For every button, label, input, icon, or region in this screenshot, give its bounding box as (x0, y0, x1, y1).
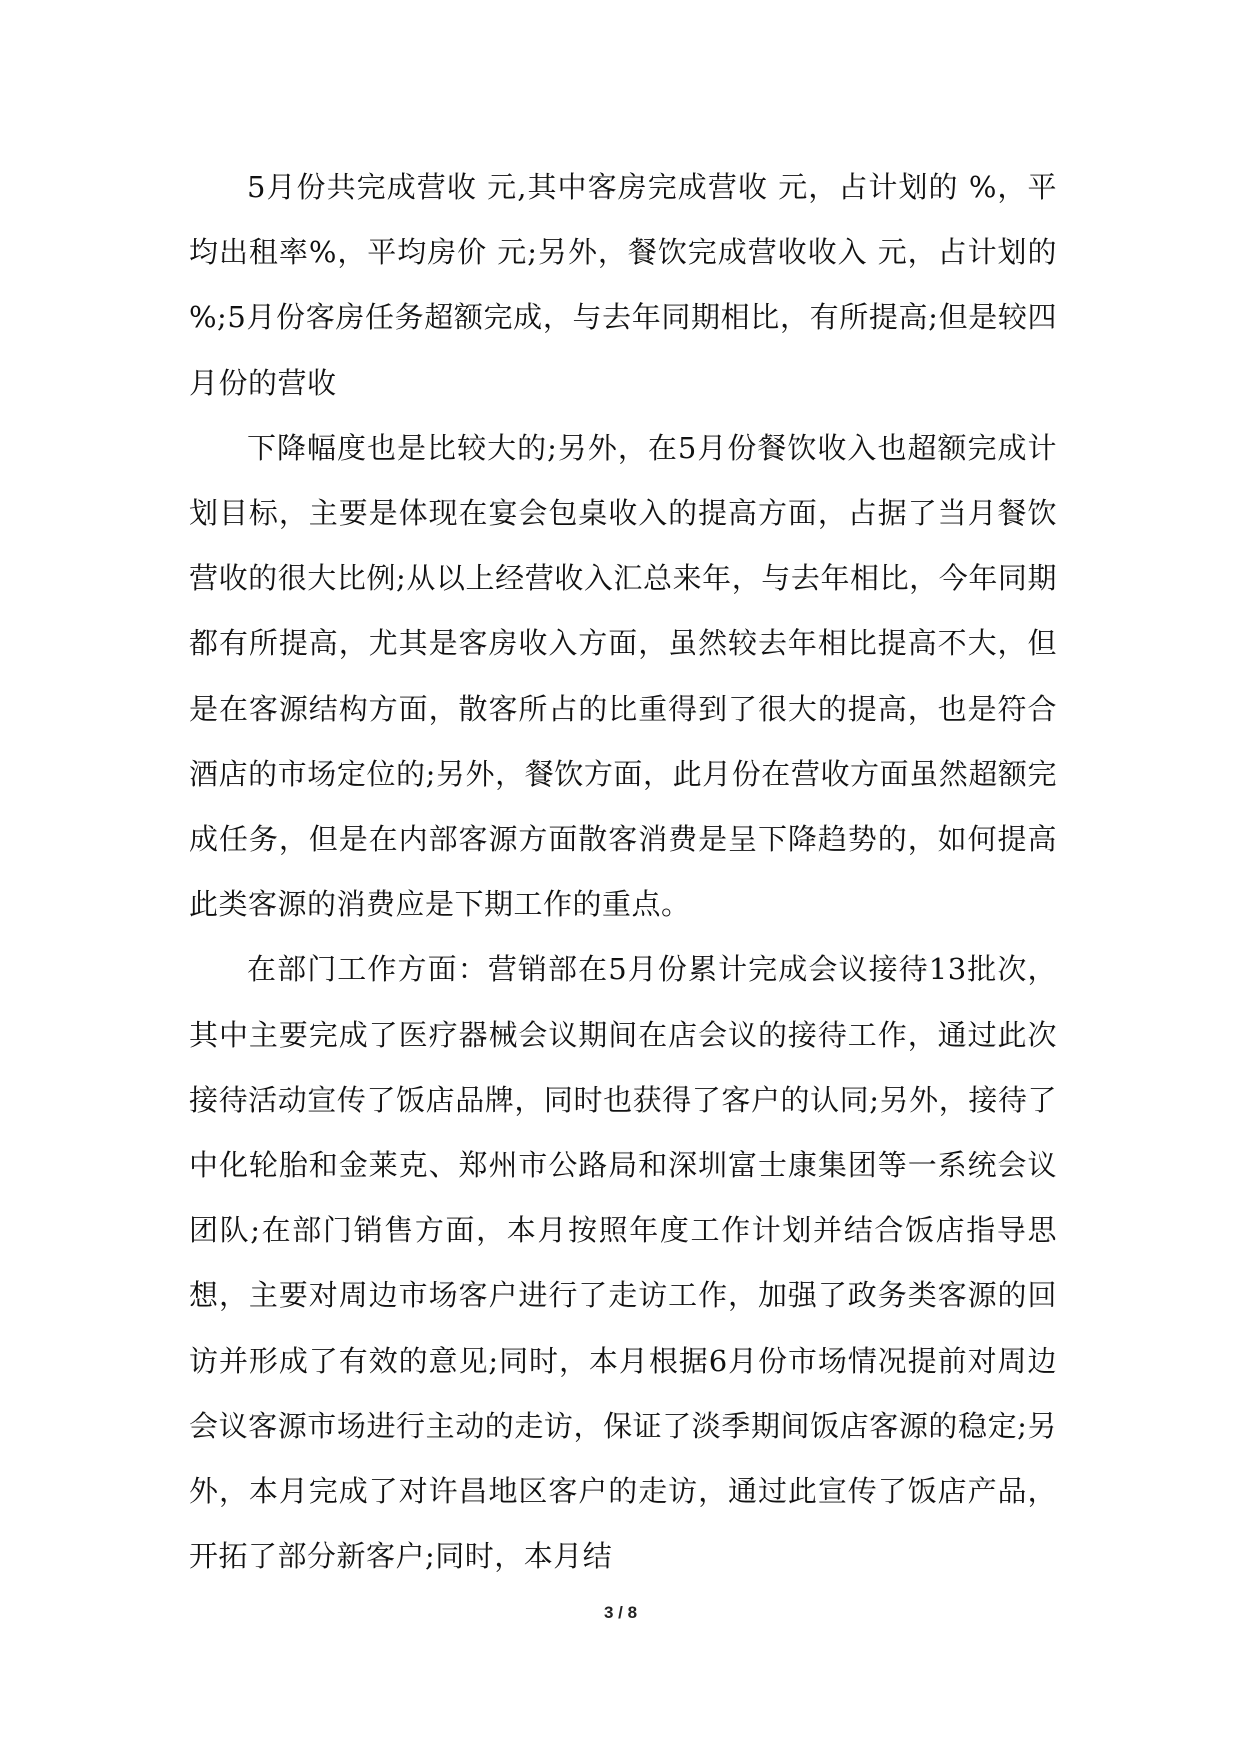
page-number: 3 / 8 (603, 1603, 638, 1622)
paragraph-revenue-analysis: 下降幅度也是比较大的;另外，在5月份餐饮收入也超额完成计划目标，主要是体现在宴会包桌收入的提高方面，占据了当月餐饮营收的很大比例;从以上经营收入汇总来年，与去年相比，今年同期都有所提高，尤其是客房收入方面，虽然较去年相比提高不大，但是在客源结构方面，散客所占的比重得到了很大的提高，也是符合酒店的市场定位的;另外，餐饮方面，此月份在营收方面虽然超额完成任务，但是在内部客源方面散客消费是呈下降趋势的，如何提高此类客源的消费应是下期工作的重点。 (189, 430, 1057, 922)
paragraph-department-work: 在部门工作方面：营销部在5月份累计完成会议接待13批次，其中主要完成了医疗器械会议期间在店会议的接待工作，通过此次接待活动宣传了饭店品牌，同时也获得了客户的认同;另外，接待了中化轮胎和金莱克、郑州市公路局和深圳富士康集团等一系统会议团队;在部门销售方面，本月按照年度工作计划并结合饭店指导思想，主要对周边市场客户进行了走访工作，加强了政务类客源的回访并形成了有效的意见;同时，本月根据6月份市场情况提前对周边会议客源市场进行主动的走访，保证了淡季期间饭店客源的稳定;另外，本月完成了对许昌地区客户的走访，通过此宣传了饭店产品，开拓了部分新客户;同时，本月结 (189, 952, 1057, 1574)
paragraph-revenue-summary: 5月份共完成营收 元,其中客房完成营收 元，占计划的 %，平均出租率%，平均房价 元;另外，餐饮完成营收收入 元，占计划的 %;5月份客房任务超额完成，与去年同期相比，有所提高;但是较四月份的营收 (189, 170, 1057, 400)
document-body (189, 155, 1057, 1589)
